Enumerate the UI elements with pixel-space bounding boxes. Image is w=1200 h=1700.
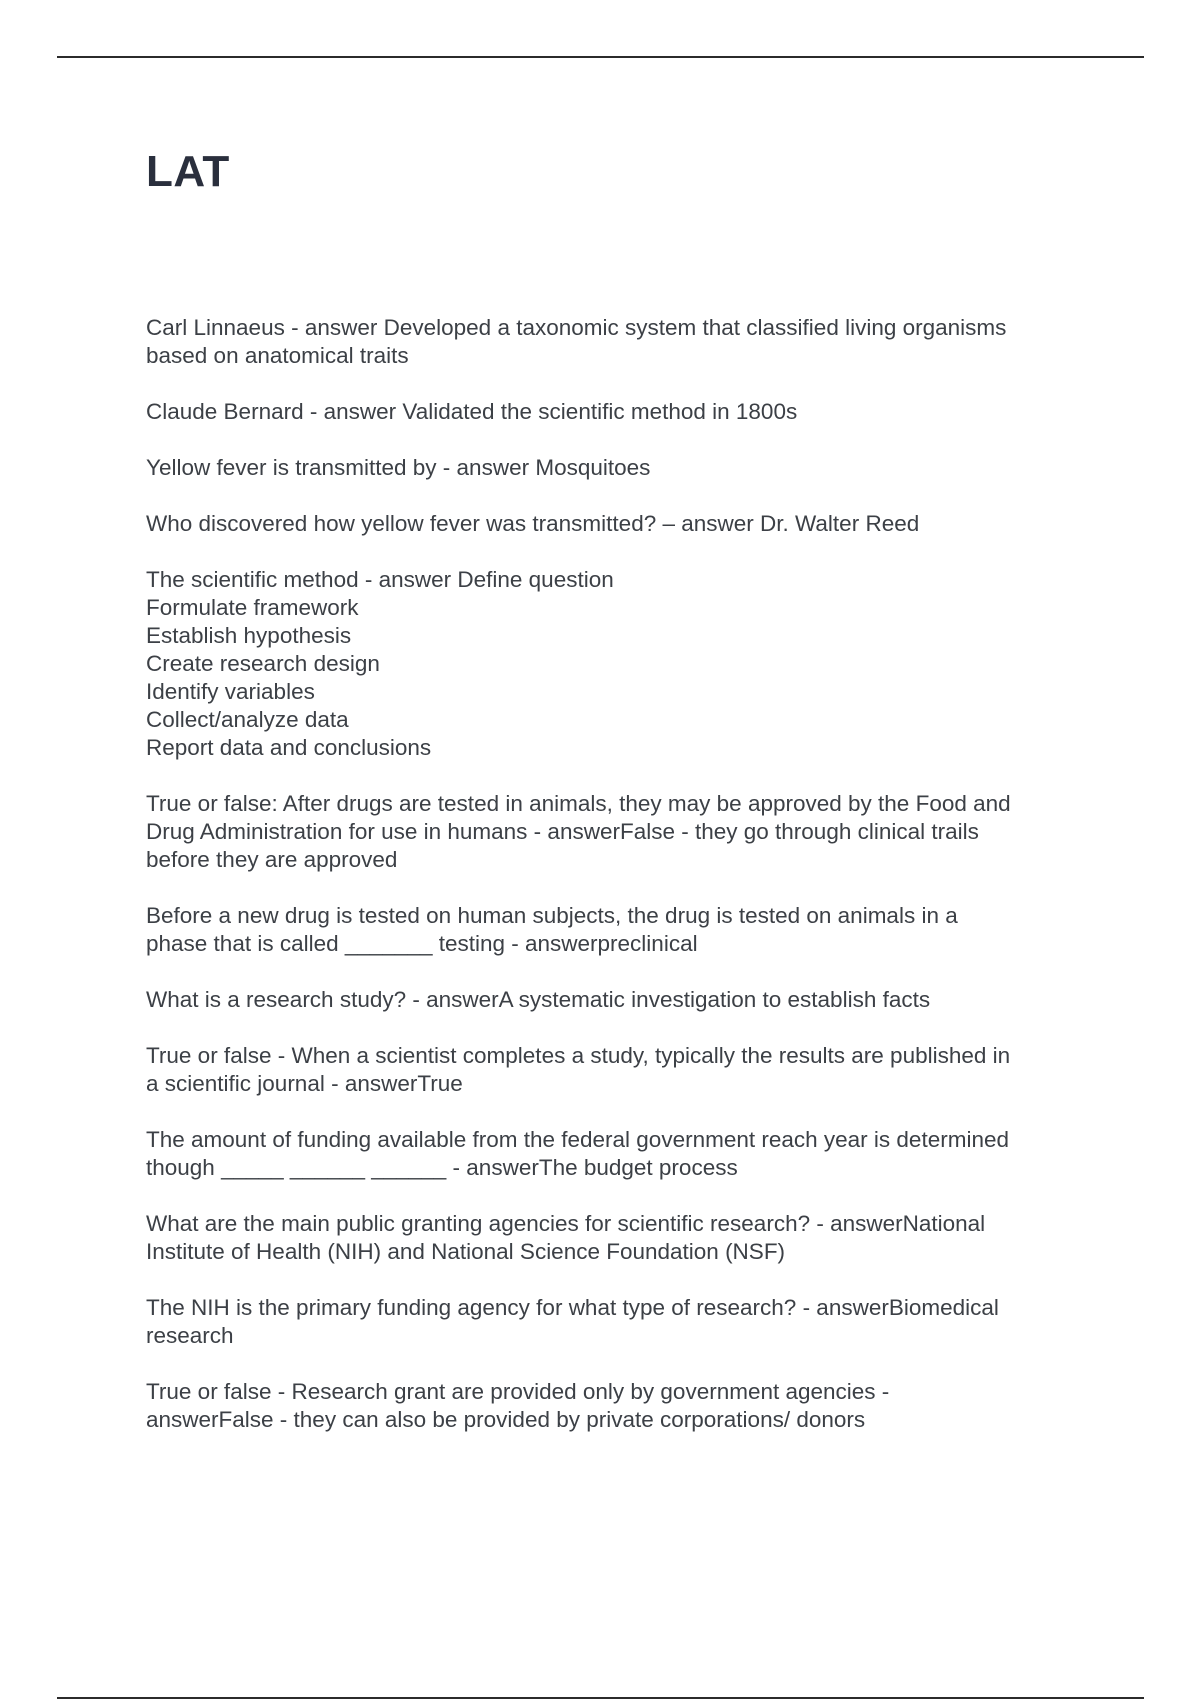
qa-list (146, 314, 1086, 1462)
bottom-divider (57, 1697, 1144, 1699)
qa-item: What is a research study? - answerA systematic investigation to establish facts (146, 987, 931, 1012)
qa-item: The amount of funding available from the federal government reach year is determined though _____ ______ ______ - answerThe budget process (146, 1127, 1009, 1180)
qa-item: Who discovered how yellow fever was transmitted? – answer Dr. Walter Reed (146, 511, 920, 536)
document-title: LAT (146, 147, 230, 196)
qa-item: True or false: After drugs are tested in animals, they may be approved by the Food and Drug Administration for use in humans - answerFalse - they go through clinical trails before they are approved (146, 791, 1011, 872)
qa-item: True or false - When a scientist completes a study, typically the results are published in a scientific journal - answerTrue (146, 1043, 1011, 1096)
qa-item: Claude Bernard - answer Validated the scientific method in 1800s (146, 399, 798, 424)
qa-item: Carl Linnaeus - answer Developed a taxonomic system that classified living organisms based on anatomical traits (146, 315, 1007, 368)
qa-item: What are the main public granting agencies for scientific research? - answerNational Institute of Health (NIH) and National Science Foundation (NSF) (146, 1211, 986, 1264)
qa-item: Yellow fever is transmitted by - answer Mosquitoes (146, 455, 651, 480)
qa-item: The scientific method - answer Define question Formulate framework Establish hypothesis Create research design Identify variables Collect/analyze data Report data and conclusions (146, 567, 614, 760)
qa-item: The NIH is the primary funding agency for what type of research? - answerBiomedical research (146, 1295, 999, 1348)
top-divider (57, 56, 1144, 58)
qa-item: True or false - Research grant are provided only by government agencies - answerFalse - they can also be provided by private corporations/ donors (146, 1379, 890, 1432)
qa-item: Before a new drug is tested on human subjects, the drug is tested on animals in a phase that is called _______ testing - answerpreclinical (146, 903, 958, 956)
